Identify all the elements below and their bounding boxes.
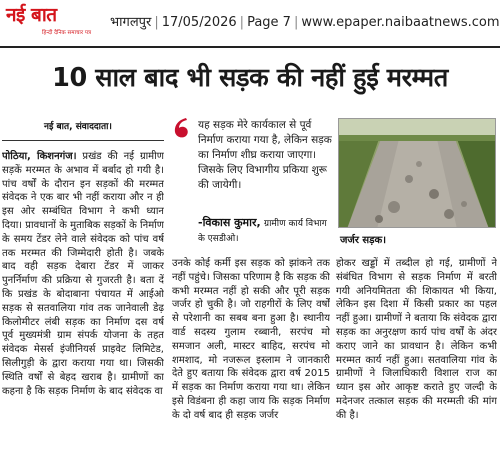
edition-city: भागलपुर — [110, 15, 152, 30]
byline-divider — [2, 140, 164, 141]
quote-text: यह सड़क मेरे कार्यकाल से पूर्व निर्माण कराया गया है, लेकिन सड़क का निर्माण शीघ्र कराया जाएगा। जिसके लिए विभागीय प्रकिया शुरू की जायेगी। — [198, 119, 332, 191]
logo-text: नई बात — [6, 4, 57, 26]
column-3-text: होकर खड्डों में तब्दील हो गई, ग्रामीणों ने संबंधित विभाग से सड़क निर्माण में बरती गयी अनियमितता की शिकायत भी किया, लेकिन इस दिशा में किसी प्रकार का पहल नहीं हुआ। ग्रामीणों ने बताया कि संवेदक द्वारा सड़क का अनुरक्षण कार्य पांच वर्षों के अंदर कराए जाने का प्रावधान है। लेकिन कभी मरम्मत कार्य नहीं हुआ। सतवालिया गांव के ग्रामीणों ने जिलाधिकारी विशाल राज का ध्यान इस ओर आकृष्ट कराते हुए जल्दी के मदेनजर तत्काल सड़क की मरम्मती की मांग की है। — [336, 258, 497, 421]
quote-attribution — [198, 216, 334, 246]
masthead-meta: भागलपुर | 17/05/2026 | Page 7 | www.epaper.naibaatnews.com — [110, 15, 500, 30]
byline: नई बात, संवाददाता। — [44, 122, 112, 132]
logo-tagline: हिन्दी दैनिक समाचार पत्र — [42, 30, 92, 36]
official-quote — [172, 116, 334, 256]
headline: 10 साल बाद भी सड़क की नहीं हुई मरम्मत — [52, 63, 448, 93]
road-photo — [338, 118, 496, 228]
dateline: पोठिया, किशनगंज। — [2, 151, 77, 162]
column-2-text: उनके कोई कर्मी इस सड़क को झांकने तक नहीं पहुंचे। जिसका परिणाम है कि सड़क की कभी मरम्मत नहीं हो सकी और पूरी सड़क जर्जर हो चुकी है। जो राहगीरों के लिए वर्षों से परेशानी का सबब बना हुआ है। स्थानीय वार्ड सदस्य गुलाम रब्बानी, सरपंच मो समजान अली, मास्टर बाहिद, सरपंच मो शमशाद, मो नजरूल इस्लाम ने जानकारी देते हुए बताया कि संवेदक द्वारा वर्ष 2015 में सड़क का निर्माण कराया गया था। लेकिन इसे विडंबना ही कहा जाय कि सड़क निर्माण के दो वर्ष बाद ही सड़क जर्जर — [172, 258, 330, 421]
photo-caption: जर्जर सड़क। — [340, 235, 386, 246]
column-1-text: प्रखंड की नई ग्रामीण सड़कें मरम्मत के अभाव में बर्बाद हो गयी है। पांच वर्षों के दौरान इन सड़कों की मरम्मत संवेदक ने एक बार भी नहीं कराया और न ही इस ओर सम्बंधित विभाग ने कभी ध्यान दिया। प्रावधानों के मुताबिक सड़कों के निर्माण के समय टेंडर लेने वाले संवेदक को पांच वर्ष तक मरम्मत की जिम्मेदारी होती है। जबके बाद वही सड़क देबारा टेंडर में जाकर पुनर्निर्माण की प्रक्रिया से गुजरती है। बता दें कि प्रखंड के बोदाबाना पंचायत में आईओ सड़क से सतवालिया गांव तक जानेवाली डेढ़ किलोमीटर लंबी सड़क का निर्माण दस वर्ष पूर्व मुख्यमंत्री ग्राम संपर्क योजना के तहत संवेदक मेसर्स इंजीनियर्स प्राइवेट लिमिटेड, सिलीगुड़ी के द्वारा कराया गया था। जिसकी स्थिति वर्षों से बेहद खराब है। ग्रामीणों का कहना है कि सड़क निर्माण के बाद संवेदक वा — [2, 151, 164, 397]
newspaper-logo — [6, 4, 98, 42]
quote-mark-icon — [172, 116, 194, 140]
article-column-3 — [336, 257, 497, 472]
page-number: Page 7 — [247, 15, 291, 30]
edition-date: 17/05/2026 — [161, 15, 237, 30]
article-column-2 — [172, 257, 330, 472]
epaper-url[interactable]: www.epaper.naibaatnews.com — [301, 15, 500, 30]
masthead — [0, 0, 500, 48]
quote-author-role: ग्रामीण कार्य विभाग के एसडीओ। — [198, 219, 327, 244]
article-column-1 — [2, 150, 164, 472]
quote-author-name: -विकास कुमार, — [198, 216, 261, 229]
